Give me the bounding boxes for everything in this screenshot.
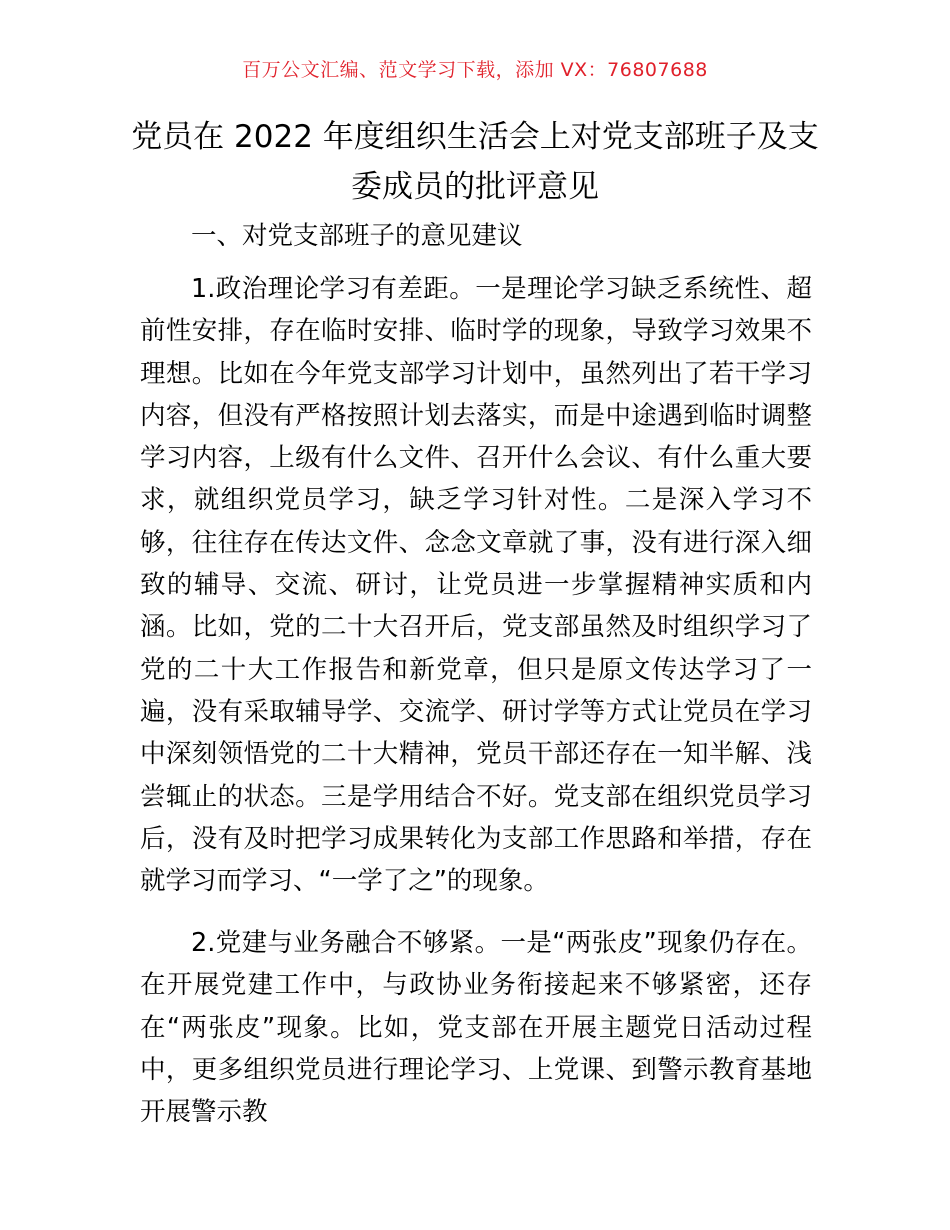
paragraph-2 [140, 922, 812, 1133]
paragraph-1 [140, 268, 812, 902]
section-heading: 一、对党支部班子的意见建议 [191, 221, 523, 251]
paragraph-text: 2.党建与业务融合不够紧。一是“两张皮”现象仍存在。在开展党建工作中，与政协业务衔接起来不够紧密，还存在“两张皮”现象。比如，党支部在开展主题党日活动过程中，更多组织党员进行理论学习、上党课、到警示教育基地开展警示教 [140, 928, 812, 1128]
paragraph-text: 1.政治理论学习有差距。一是理论学习缺乏系统性、超前性安排，存在临时安排、临时学的现象，导致学习效果不理想。比如在今年党支部学习计划中，虽然列出了若干学习内容，但没有严格按照计划去落实，而是中途遇到临时调整学习内容，上级有什么文件、召开什么会议、有什么重大要求，就组织党员学习，缺乏学习针对性。二是深入学习不够，往往存在传达文件、念念文章就了事，没有进行深入细致的辅导、交流、研讨，让党员进一步掌握精神实质和内涵。比如，党的二十大召开后，党支部虽然及时组织学习了党的二十大工作报告和新党章，但只是原文传达学习了一遍，没有采取辅导学、交流学、研讨学等方式让党员在学习中深刻领悟党的二十大精神，党员干部还存在一知半解、浅尝辄止的状态。三是学用结合不好。党支部在组织党员学习后，没有及时把学习成果转化为支部工作思路和举措，存在就学习而学习、“一学了之”的现象。 [140, 274, 812, 897]
document-title: 党员在 2022 年度组织生活会上对党支部班子及支委成员的批评意见 [131, 119, 819, 205]
watermark-banner: 百万公文汇编、范文学习下载，添加 VX：76807688 [242, 59, 708, 81]
